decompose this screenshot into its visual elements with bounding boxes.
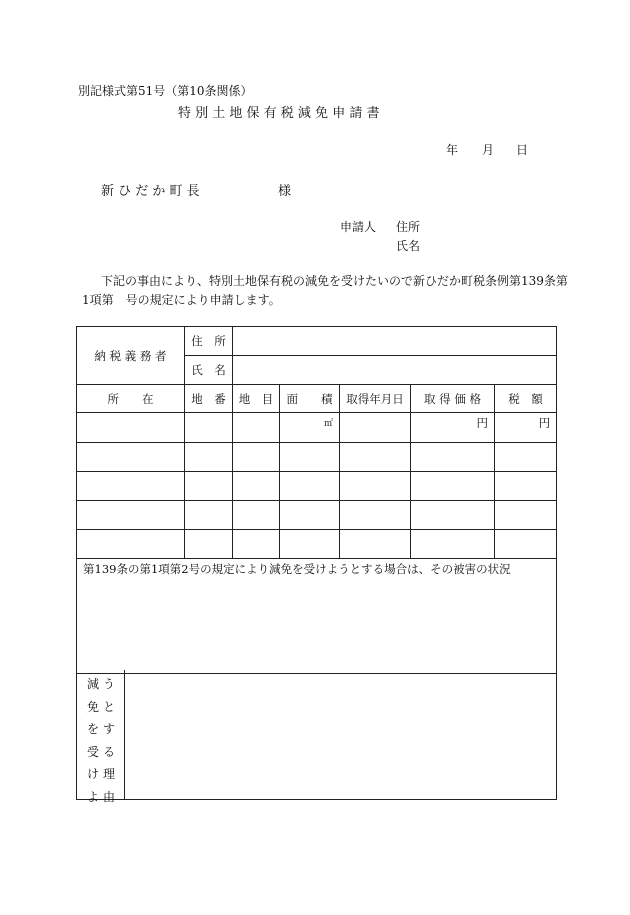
reason-label-col2: う と す る 理 由: [102, 677, 115, 804]
acquisition-price-field[interactable]: [411, 413, 495, 443]
applicant-name-label: 氏名: [396, 239, 421, 253]
taxpayer-name-field[interactable]: [233, 356, 557, 385]
taxpayer-address-label: 住 所: [185, 327, 233, 356]
taxpayer-label: 納 税 義 務 者: [77, 327, 185, 385]
applicant-label: 申請人: [340, 220, 377, 234]
date-day-label: 日: [516, 143, 529, 157]
table-row: [77, 501, 557, 530]
form-number: 別記様式第51号（第10条関係）: [78, 84, 253, 98]
body-text-line1: 下記の事由により、特別土地保有税の減免を受けたいので新ひだか町税条例第139条第: [101, 274, 568, 288]
col-tax-amount: 税 額: [495, 385, 557, 413]
reason-field[interactable]: [126, 670, 556, 799]
reason-section: [76, 670, 557, 804]
col-area: 面 積: [280, 385, 340, 413]
taxpayer-address-field[interactable]: [233, 327, 557, 356]
land-category-field[interactable]: [233, 413, 280, 443]
area-field[interactable]: [280, 413, 340, 443]
table-row: [77, 413, 557, 443]
location-field[interactable]: [77, 413, 185, 443]
reason-label: [77, 670, 125, 804]
col-land-category: 地 目: [233, 385, 280, 413]
area-unit: ㎡: [323, 419, 333, 429]
table-row: [77, 530, 557, 559]
table-row: [77, 443, 557, 472]
col-lot-number: 地 番: [185, 385, 233, 413]
applicant-address-label: 住所: [396, 220, 421, 234]
taxpayer-name-label: 氏 名: [185, 356, 233, 385]
application-table: [76, 326, 557, 674]
date-month-label: 月: [482, 143, 495, 157]
lot-number-field[interactable]: [185, 413, 233, 443]
col-acquisition-price: 取 得 価 格: [411, 385, 495, 413]
col-acquisition-date: 取得年月日: [340, 385, 411, 413]
tax-unit: 円: [538, 416, 551, 430]
reason-label-col1: 減 免 を 受 け よ: [86, 677, 99, 804]
price-unit: 円: [476, 416, 488, 430]
page-title: 特 別 土 地 保 有 税 減 免 申 請 書: [178, 106, 380, 121]
addressee: 新 ひ だ か 町 長: [101, 184, 200, 199]
col-location: 所 在: [77, 385, 185, 413]
table-row: [77, 472, 557, 501]
honorific: 様: [278, 184, 292, 199]
damage-description-field[interactable]: [77, 559, 557, 674]
damage-note: 第139条の第1項第2号の規定により減免を受けようとする場合は、その被害の状況: [83, 562, 511, 576]
body-text-line2: 1項第 号の規定により申請します。: [82, 293, 281, 307]
date-year-label: 年: [446, 143, 459, 157]
tax-amount-field[interactable]: [495, 413, 557, 443]
acquisition-date-field[interactable]: [340, 413, 411, 443]
